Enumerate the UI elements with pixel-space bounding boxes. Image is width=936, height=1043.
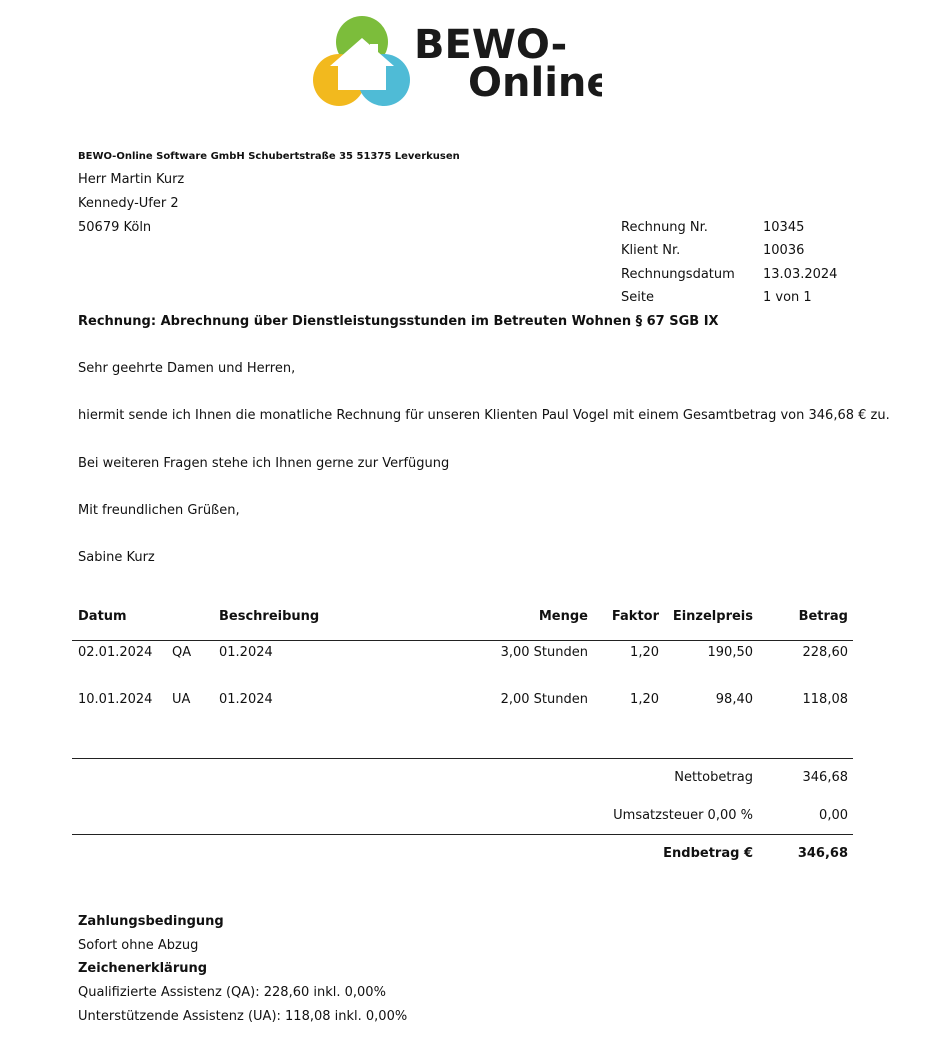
cell-faktor: 1,20: [630, 692, 659, 707]
sender-address-line: BEWO-Online Software GmbH Schubertstraße 35 51375 Leverkusen: [78, 151, 460, 162]
payment-terms-title: Zahlungsbedingung: [78, 914, 224, 929]
cell-betrag: 118,08: [802, 692, 848, 707]
netto-value: 346,68: [802, 770, 848, 785]
vat-value: 0,00: [819, 808, 848, 823]
letter-closing: Mit freundlichen Grüßen,: [78, 503, 240, 518]
cell-faktor: 1,20: [630, 645, 659, 660]
page-value: 1 von 1: [763, 290, 812, 305]
cell-einzelpreis: 98,40: [715, 692, 753, 707]
cell-menge: 2,00 Stunden: [500, 692, 588, 707]
cell-beschreibung: 01.2024: [219, 645, 273, 660]
cell-betrag: 228,60: [802, 645, 848, 660]
netto-label: Nettobetrag: [674, 770, 753, 785]
recipient-city: 50679 Köln: [78, 220, 152, 235]
end-total-label: Endbetrag €: [663, 846, 753, 861]
totals-divider: [72, 834, 853, 835]
invoice-subject: Rechnung: Abrechnung über Dienstleistungsstunden im Betreuten Wohnen § 67 SGB IX: [78, 314, 719, 329]
legend-ua: Unterstützende Assistenz (UA): 118,08 inkl. 0,00%: [78, 1009, 408, 1024]
col-header-einzelpreis: Einzelpreis: [672, 609, 753, 624]
letter-questions: Bei weiteren Fragen stehe ich Ihnen gerne zur Verfügung: [78, 456, 450, 471]
legend-title: Zeichenerklärung: [78, 961, 208, 976]
logo-text-line2: Online: [468, 60, 602, 106]
col-header-datum: Datum: [78, 609, 127, 624]
logo-graphic: [312, 14, 602, 110]
payment-terms-text: Sofort ohne Abzug: [78, 938, 199, 953]
table-body-divider: [72, 758, 853, 759]
cell-code: UA: [172, 692, 191, 707]
col-header-beschreibung: Beschreibung: [219, 609, 320, 624]
company-logo: [312, 14, 602, 110]
col-header-betrag: Betrag: [798, 609, 848, 624]
legend-qa: Qualifizierte Assistenz (QA): 228,60 inkl. 0,00%: [78, 985, 386, 1000]
letter-salutation: Sehr geehrte Damen und Herren,: [78, 361, 296, 376]
cell-datum: 02.01.2024: [78, 645, 153, 660]
logo-text-line1: BEWO-: [414, 22, 568, 68]
cell-code: QA: [172, 645, 192, 660]
col-header-faktor: Faktor: [611, 609, 659, 624]
table-header-divider: [72, 640, 853, 641]
col-header-menge: Menge: [538, 609, 588, 624]
cell-menge: 3,00 Stunden: [500, 645, 588, 660]
invoice-number-label: Rechnung Nr.: [621, 220, 708, 235]
client-number-label: Klient Nr.: [621, 243, 681, 258]
invoice-number-value: 10345: [763, 220, 805, 235]
letter-body: hiermit sende ich Ihnen die monatliche Rechnung für unseren Klienten Paul Vogel mit einem Gesamtbetrag von 346,68 € zu.: [78, 408, 890, 423]
invoice-date-label: Rechnungsdatum: [621, 267, 735, 282]
letter-signature: Sabine Kurz: [78, 550, 155, 565]
end-total-value: 346,68: [797, 846, 848, 861]
vat-label: Umsatzsteuer 0,00 %: [613, 808, 753, 823]
recipient-street: Kennedy-Ufer 2: [78, 196, 179, 211]
page-label: Seite: [621, 290, 654, 305]
client-number-value: 10036: [763, 243, 805, 258]
recipient-name: Herr Martin Kurz: [78, 172, 185, 187]
cell-einzelpreis: 190,50: [707, 645, 753, 660]
cell-datum: 10.01.2024: [78, 692, 153, 707]
invoice-date-value: 13.03.2024: [763, 267, 838, 282]
cell-beschreibung: 01.2024: [219, 692, 273, 707]
